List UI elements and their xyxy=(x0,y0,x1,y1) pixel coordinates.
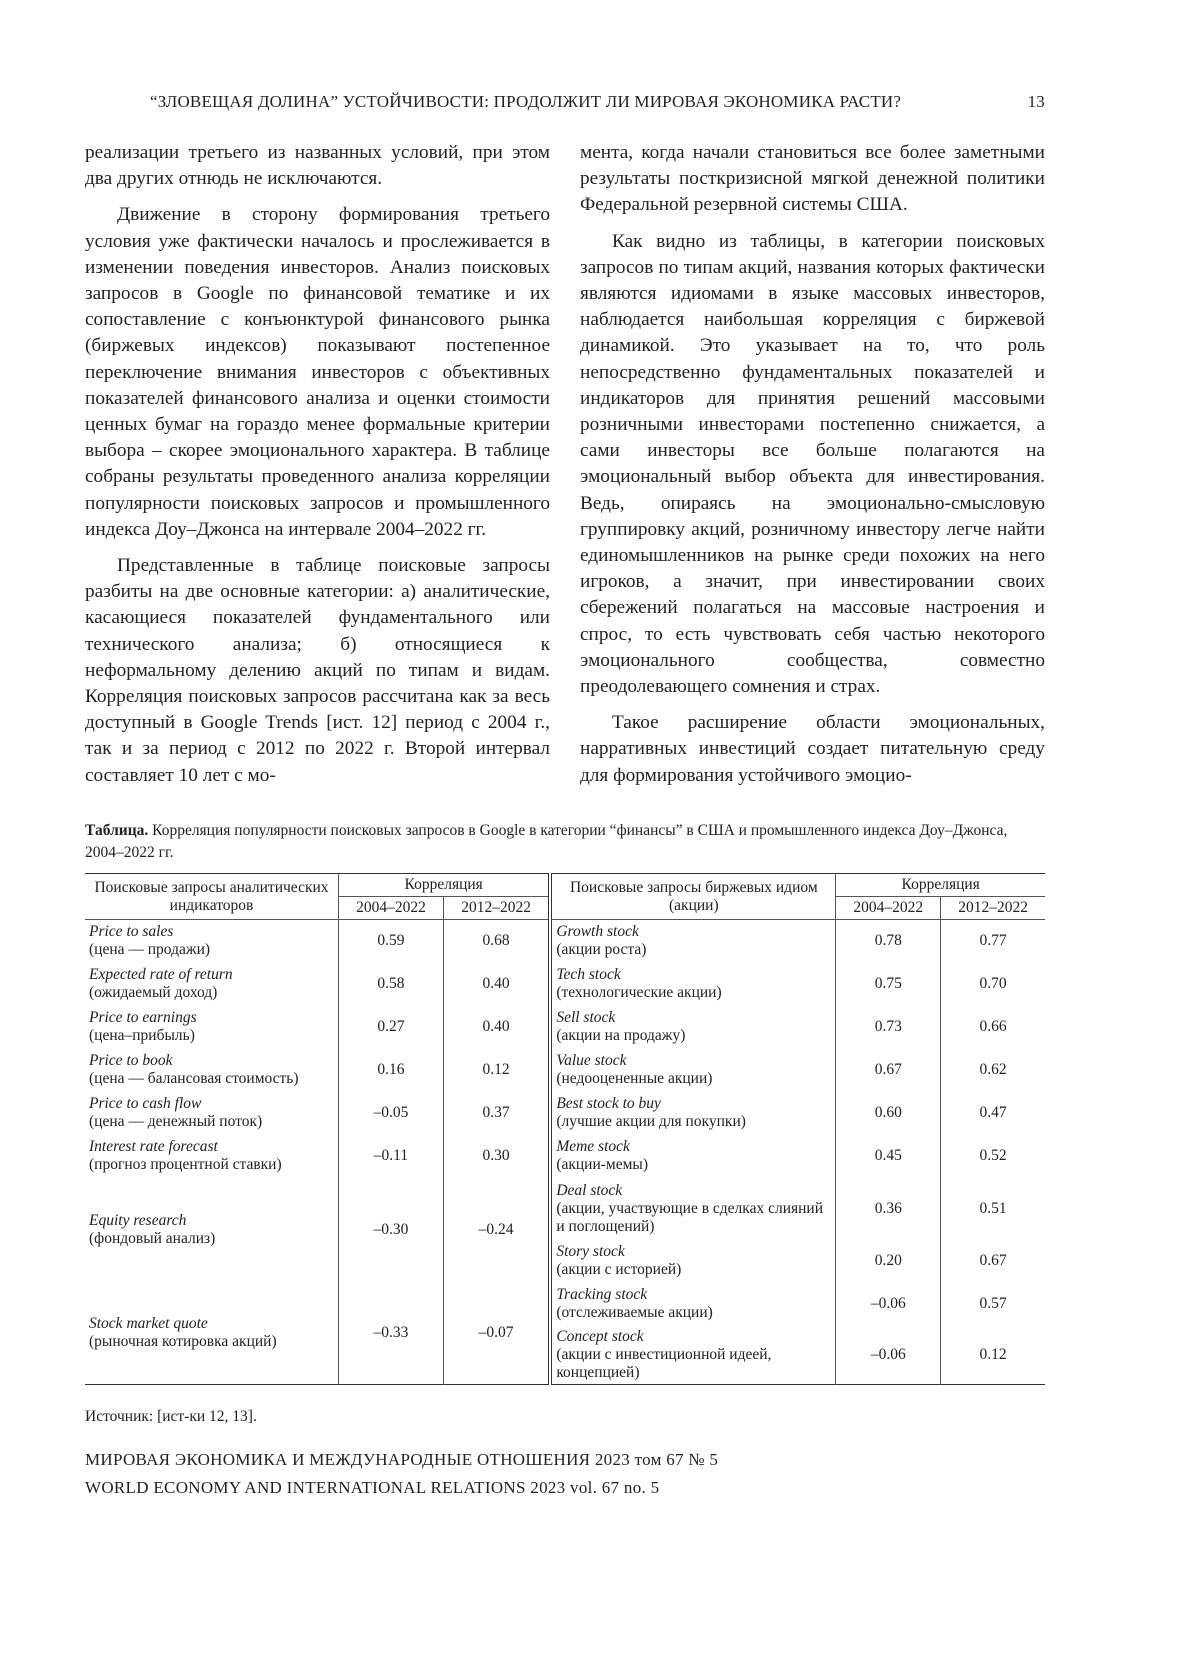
right-query-cell xyxy=(550,920,836,963)
query-russian: (акции на продажу) xyxy=(556,1027,685,1044)
correlation-value: 0.40 xyxy=(443,963,550,1006)
right-query-cell xyxy=(550,1049,836,1092)
correlation-value: 0.45 xyxy=(836,1135,941,1178)
query-english: Equity research xyxy=(89,1212,334,1230)
query-english: Price to earnings xyxy=(89,1009,334,1027)
correlation-value: 0.75 xyxy=(836,963,941,1006)
right-query-cell xyxy=(550,963,836,1006)
correlation-value: 0.60 xyxy=(836,1092,941,1135)
left-query-cell xyxy=(85,1178,339,1283)
correlation-value: 0.67 xyxy=(836,1049,941,1092)
query-russian: (ожидаемый доход) xyxy=(89,984,217,1001)
query-english: Tracking stock xyxy=(556,1286,831,1304)
table-row xyxy=(85,1092,1045,1135)
query-english: Interest rate forecast xyxy=(89,1138,334,1156)
correlation-value: –0.11 xyxy=(339,1135,444,1178)
page-number: 13 xyxy=(1028,92,1045,112)
left-header: Поисковые запросы аналитических индикаторов xyxy=(85,874,339,920)
query-english: Story stock xyxy=(556,1243,831,1261)
query-russian: (акции с историей) xyxy=(556,1261,681,1278)
query-english: Price to cash flow xyxy=(89,1095,334,1113)
table-row xyxy=(85,920,1045,963)
correlation-value: 0.73 xyxy=(836,1006,941,1049)
correlation-value: 0.66 xyxy=(941,1006,1045,1049)
query-english: Price to sales xyxy=(89,923,334,941)
table-row xyxy=(85,1178,1045,1240)
query-russian: (акции с инвестиционной идеей, концепцией) xyxy=(556,1346,771,1381)
correlation-value: 0.20 xyxy=(836,1240,941,1283)
query-russian: (цена — денежный поток) xyxy=(89,1113,262,1130)
correlation-value: 0.12 xyxy=(941,1326,1045,1385)
correlation-value: 0.37 xyxy=(443,1092,550,1135)
header-title: “ЗЛОВЕЩАЯ ДОЛИНА” УСТОЙЧИВОСТИ: ПРОДОЛЖИТ ЛИ МИРОВАЯ ЭКОНОМИКА РАСТИ? xyxy=(150,92,901,111)
paragraph: Как видно из таблицы, в категории поисковых запросов по типам акций, названия которых фактически являются идиомами в языке массовых инвесторов, наблюдается наибольшая корреляция с биржевой динамикой. Это указывает на то, что роль непосредственно фундаментальных показателей и индикаторов для принятия решений массовыми розничными инвесторами постепенно снижается, а сами инвесторы все больше полагаются на эмоциональный выбор объекта для инвестирования. Ведь, опираясь на эмоционально-смысловую группировку акций, розничному инвестору легче найти единомышленников на рынке среди похожих на него игроков, а значит, при инвестировании своих сбережений полагаться на массовые настроения и спрос, то есть чувствовать себя частью некоторого эмоционального сообщества, совместно преодолевающего сомнения и страх. xyxy=(580,229,1045,701)
correlation-value: 0.40 xyxy=(443,1006,550,1049)
period-header: 2012–2022 xyxy=(941,897,1045,920)
correlation-value: 0.68 xyxy=(443,920,550,963)
correlation-value: –0.24 xyxy=(443,1178,550,1283)
left-query-cell xyxy=(85,1092,339,1135)
query-russian: (лучшие акции для покупки) xyxy=(556,1113,746,1130)
correlation-value: 0.12 xyxy=(443,1049,550,1092)
correlation-value: 0.78 xyxy=(836,920,941,963)
table-caption xyxy=(85,820,1045,864)
correlation-value: 0.67 xyxy=(941,1240,1045,1283)
left-query-cell xyxy=(85,1006,339,1049)
right-query-cell xyxy=(550,1240,836,1283)
table-row xyxy=(85,1283,1045,1326)
correlation-value: 0.58 xyxy=(339,963,444,1006)
right-query-cell xyxy=(550,1006,836,1049)
query-russian: (цена — балансовая стоимость) xyxy=(89,1070,299,1087)
period-header: 2012–2022 xyxy=(443,897,550,920)
left-query-cell xyxy=(85,920,339,963)
correlation-value: 0.51 xyxy=(941,1178,1045,1240)
query-russian: (акции роста) xyxy=(556,941,646,958)
correlation-value: 0.16 xyxy=(339,1049,444,1092)
query-english: Meme stock xyxy=(556,1138,831,1156)
table-row xyxy=(85,1135,1045,1178)
right-header: Поисковые запросы биржевых идиом (акции) xyxy=(550,874,836,920)
correlation-value: 0.30 xyxy=(443,1135,550,1178)
table-row xyxy=(85,1049,1045,1092)
query-russian: (прогноз процентной ставки) xyxy=(89,1156,282,1173)
correlation-value: 0.47 xyxy=(941,1092,1045,1135)
correlation-value: –0.33 xyxy=(339,1283,444,1385)
period-header: 2004–2022 xyxy=(836,897,941,920)
table-row xyxy=(85,963,1045,1006)
query-russian: (акции, участвующие в сделках слияний и поглощений) xyxy=(556,1200,823,1235)
right-query-cell xyxy=(550,1283,836,1326)
query-russian: (цена — продажи) xyxy=(89,941,210,958)
query-english: Stock market quote xyxy=(89,1315,334,1333)
paragraph: мента, когда начали становиться все более заметными результаты посткризисной мягкой денежной политики Федеральной резервной системы США. xyxy=(580,140,1045,219)
query-english: Best stock to buy xyxy=(556,1095,831,1113)
right-query-cell xyxy=(550,1178,836,1240)
paragraph: реализации третьего из названных условий, при этом два других отнюдь не исключаются. xyxy=(85,140,550,192)
correlation-value: 0.77 xyxy=(941,920,1045,963)
caption-label: Таблица. xyxy=(85,822,148,839)
query-russian: (цена–прибыль) xyxy=(89,1027,195,1044)
correlation-value: 0.62 xyxy=(941,1049,1045,1092)
query-russian: (фондовый анализ) xyxy=(89,1230,215,1247)
left-column xyxy=(85,140,550,799)
left-query-cell xyxy=(85,1049,339,1092)
table-source: Источник: [ист-ки 12, 13]. xyxy=(85,1408,257,1426)
correlation-value: –0.06 xyxy=(836,1326,941,1385)
running-header xyxy=(150,92,1045,112)
query-english: Value stock xyxy=(556,1052,831,1070)
left-query-cell xyxy=(85,1283,339,1385)
paragraph: Движение в сторону формирования третьего условия уже фактически началось и прослеживается в изменении поведения инвесторов. Анализ поисковых запросов в Google по финансовой тематике и их сопоставление с конъюнктурой финансового рынка (биржевых индексов) показывают постепенное переключение внимания инвесторов с объективных показателей финансового анализа и оценки стоимости ценных бумаг на гораздо менее формальные критерии выбора – скорее эмоционального характера. В таблице собраны результаты проведенного анализа корреляции популярности поисковых запросов и промышленного индекса Доу–Джонса на интервале 2004–2022 гг. xyxy=(85,202,550,543)
query-english: Sell stock xyxy=(556,1009,831,1027)
query-english: Price to book xyxy=(89,1052,334,1070)
query-russian: (рыночная котировка акций) xyxy=(89,1333,277,1350)
correlation-value: –0.07 xyxy=(443,1283,550,1385)
correlation-value: 0.27 xyxy=(339,1006,444,1049)
query-russian: (технологические акции) xyxy=(556,984,721,1001)
query-english: Concept stock xyxy=(556,1328,831,1346)
right-column xyxy=(580,140,1045,799)
right-query-cell xyxy=(550,1326,836,1385)
footer-ru: МИРОВАЯ ЭКОНОМИКА И МЕЖДУНАРОДНЫЕ ОТНОШЕНИЯ 2023 том 67 № 5 xyxy=(85,1450,718,1470)
query-english: Expected rate of return xyxy=(89,966,334,984)
correlation-table xyxy=(85,873,1045,1385)
table-row xyxy=(85,1006,1045,1049)
correlation-value: 0.57 xyxy=(941,1283,1045,1326)
left-query-cell xyxy=(85,963,339,1006)
left-query-cell xyxy=(85,1135,339,1178)
query-russian: (акции-мемы) xyxy=(556,1156,648,1173)
caption-text: Корреляция популярности поисковых запросов в Google в категории “финансы” в США и промышленного индекса Доу–Джонса, 2004–2022 гг. xyxy=(85,822,1007,861)
right-query-cell xyxy=(550,1092,836,1135)
query-english: Growth stock xyxy=(556,923,831,941)
corr-header-left: Корреляция xyxy=(339,874,551,897)
paragraph: Представленные в таблице поисковые запросы разбиты на две основные категории: а) аналитические, касающиеся показателей фундаментального или технического анализа; б) относящиеся к неформальному делению акций по типам и видам. Корреляция поисковых запросов рассчитана как за весь доступный в Google Trends [ист. 12] период с 2004 г., так и за период с 2012 по 2022 г. Второй интервал составляет 10 лет с мо- xyxy=(85,553,550,789)
document-page xyxy=(0,0,1200,1669)
correlation-value: –0.06 xyxy=(836,1283,941,1326)
correlation-value: 0.70 xyxy=(941,963,1045,1006)
correlation-value: –0.05 xyxy=(339,1092,444,1135)
footer-en: WORLD ECONOMY AND INTERNATIONAL RELATIONS 2023 vol. 67 no. 5 xyxy=(85,1478,659,1498)
query-english: Tech stock xyxy=(556,966,831,984)
query-english: Deal stock xyxy=(556,1182,831,1200)
correlation-value: 0.59 xyxy=(339,920,444,963)
correlation-value: 0.52 xyxy=(941,1135,1045,1178)
correlation-value: 0.36 xyxy=(836,1178,941,1240)
query-russian: (недооцененные акции) xyxy=(556,1070,712,1087)
paragraph: Такое расширение области эмоциональных, нарративных инвестиций создает питательную среду для формирования устойчивого эмоцио- xyxy=(580,710,1045,789)
query-russian: (отслеживаемые акции) xyxy=(556,1304,712,1321)
period-header: 2004–2022 xyxy=(339,897,444,920)
corr-header-right: Корреляция xyxy=(836,874,1045,897)
right-query-cell xyxy=(550,1135,836,1178)
correlation-value: –0.30 xyxy=(339,1178,444,1283)
